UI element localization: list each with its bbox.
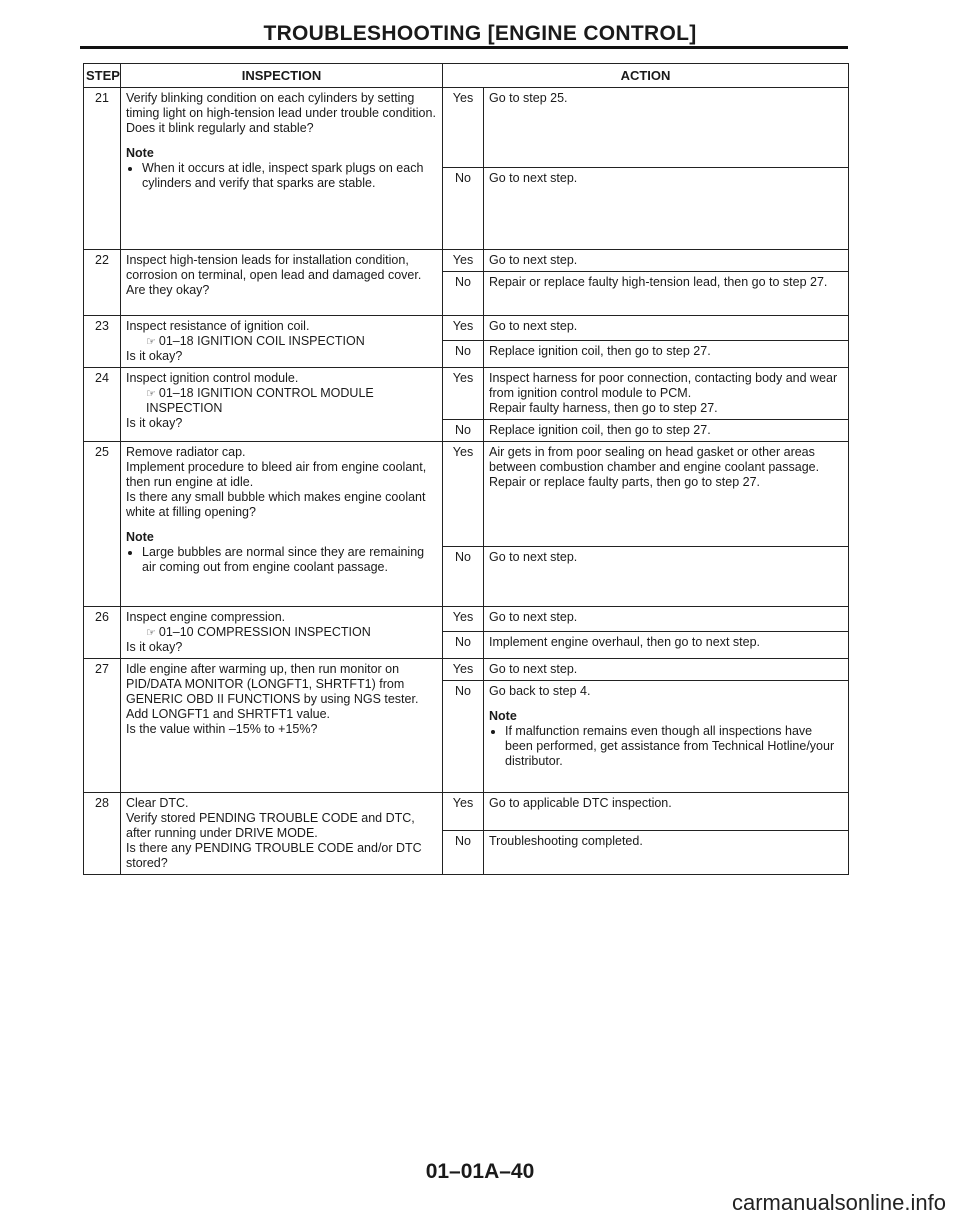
reference-arrow-icon: ☞ (146, 335, 156, 348)
step-number: 24 (84, 368, 121, 442)
note-block (126, 146, 437, 191)
action-header: ACTION (443, 64, 849, 88)
inspection-cell (121, 368, 443, 442)
reference-arrow-icon: ☞ (146, 387, 156, 400)
yes-label: Yes (443, 368, 484, 420)
action-text: Troubleshooting completed. (484, 831, 849, 875)
no-label: No (443, 831, 484, 875)
note-block (126, 530, 437, 575)
table-row (84, 793, 849, 831)
no-label: No (443, 168, 484, 250)
action-cell (484, 681, 849, 793)
action-text: Go back to step 4. (489, 684, 591, 698)
title-rule (80, 46, 848, 49)
note-item: • Large bubbles are normal since they are remaining air coming out from engine coolant passage. (142, 545, 437, 575)
table-row (84, 88, 849, 168)
yes-label: Yes (443, 442, 484, 547)
action-text: Replace ignition coil, then go to step 27. (484, 340, 849, 367)
note-label: Note (126, 530, 154, 544)
action-text: Go to next step. (484, 659, 849, 681)
inspection-cell (121, 316, 443, 368)
step-number: 21 (84, 88, 121, 250)
no-label: No (443, 681, 484, 793)
inspection-text: Remove radiator cap. Implement procedure to bleed air from engine coolant, then run engine at idle. Is there any small bubble which makes engine coolant white at filling opening? (126, 445, 427, 519)
inspection-text: Verify blinking condition on each cylinders by setting timing light on high-tension lead under trouble condition. Does it blink regularly and stable? (126, 91, 436, 135)
note-block (489, 709, 843, 769)
yes-label: Yes (443, 793, 484, 831)
inspection-text: Inspect resistance of ignition coil. (126, 319, 310, 333)
note-label: Note (489, 709, 517, 723)
no-label: No (443, 340, 484, 367)
inspection-text: Inspect ignition control module. (126, 371, 299, 385)
inspection-question: Is it okay? (126, 416, 183, 430)
page-number: 01–01A–40 (425, 1160, 535, 1183)
table-row (84, 607, 849, 632)
inspection-header: INSPECTION (121, 64, 443, 88)
table-row (84, 442, 849, 547)
action-text: Inspect harness for poor connection, contacting body and wear from ignition control module to PCM. Repair faulty harness, then go to step 27. (484, 368, 849, 420)
inspection-cell (121, 88, 443, 250)
step-number: 27 (84, 659, 121, 793)
table-row (84, 659, 849, 681)
note-label: Note (126, 146, 154, 160)
inspection-question: Is it okay? (126, 640, 183, 654)
reference-link (126, 334, 437, 349)
reference-text: 01–18 IGNITION COIL INSPECTION (158, 334, 365, 348)
table-row (84, 368, 849, 420)
action-text: Air gets in from poor sealing on head gasket or other areas between combustion chamber and engine coolant passage. Repair or replace faulty parts, then go to step 27. (484, 442, 849, 547)
reference-link (126, 386, 437, 416)
action-text: Repair or replace faulty high-tension lead, then go to step 27. (484, 272, 849, 316)
yes-label: Yes (443, 88, 484, 168)
inspection-text: Inspect high-tension leads for installation condition, corrosion on terminal, open lead and damaged cover. Are they okay? (121, 250, 443, 316)
inspection-text: Clear DTC. Verify stored PENDING TROUBLE CODE and DTC, after running under DRIVE MODE. Is there any PENDING TROUBLE CODE and/or DTC stored? (121, 793, 443, 875)
yes-label: Yes (443, 316, 484, 341)
inspection-text: Idle engine after warming up, then run monitor on PID/DATA MONITOR (LONGFT1, SHRTFT1) from GENERIC OBD II FUNCTIONS by using NGS tester. Add LONGFT1 and SHRTFT1 value. Is the value within –15% to +15%? (121, 659, 443, 793)
no-label: No (443, 631, 484, 658)
step-number: 22 (84, 250, 121, 316)
yes-label: Yes (443, 250, 484, 272)
action-text: Go to next step. (484, 168, 849, 250)
action-text: Go to applicable DTC inspection. (484, 793, 849, 831)
inspection-cell (121, 607, 443, 659)
reference-arrow-icon: ☞ (146, 626, 156, 639)
table-header-row (84, 64, 849, 88)
inspection-cell (121, 442, 443, 607)
troubleshooting-table (83, 63, 849, 875)
page-title: TROUBLESHOOTING [ENGINE CONTROL] (263, 22, 697, 45)
action-text: Go to step 25. (484, 88, 849, 168)
action-text: Go to next step. (484, 547, 849, 607)
note-item: • When it occurs at idle, inspect spark plugs on each cylinders and verify that sparks are stable. (142, 161, 437, 191)
action-text: Go to next step. (484, 607, 849, 632)
no-label: No (443, 272, 484, 316)
inspection-text: Inspect engine compression. (126, 610, 286, 624)
table-row (84, 316, 849, 341)
no-label: No (443, 547, 484, 607)
action-text: Implement engine overhaul, then go to next step. (484, 631, 849, 658)
yes-label: Yes (443, 659, 484, 681)
watermark: carmanualsonline.info (731, 1190, 946, 1215)
inspection-question: Is it okay? (126, 349, 183, 363)
step-number: 28 (84, 793, 121, 875)
step-number: 23 (84, 316, 121, 368)
table-row (84, 250, 849, 272)
action-text: Replace ignition coil, then go to step 27. (484, 420, 849, 442)
step-header: STEP (84, 64, 121, 88)
step-number: 25 (84, 442, 121, 607)
action-text: Go to next step. (484, 316, 849, 341)
note-item: • If malfunction remains even though all inspections have been performed, get assistance from Technical Hotline/your distributor. (505, 724, 843, 769)
step-number: 26 (84, 607, 121, 659)
no-label: No (443, 420, 484, 442)
reference-text: 01–18 IGNITION CONTROL MODULE INSPECTION (146, 386, 374, 415)
action-text: Go to next step. (484, 250, 849, 272)
reference-text: 01–10 COMPRESSION INSPECTION (158, 625, 371, 639)
yes-label: Yes (443, 607, 484, 632)
reference-link (126, 625, 437, 640)
